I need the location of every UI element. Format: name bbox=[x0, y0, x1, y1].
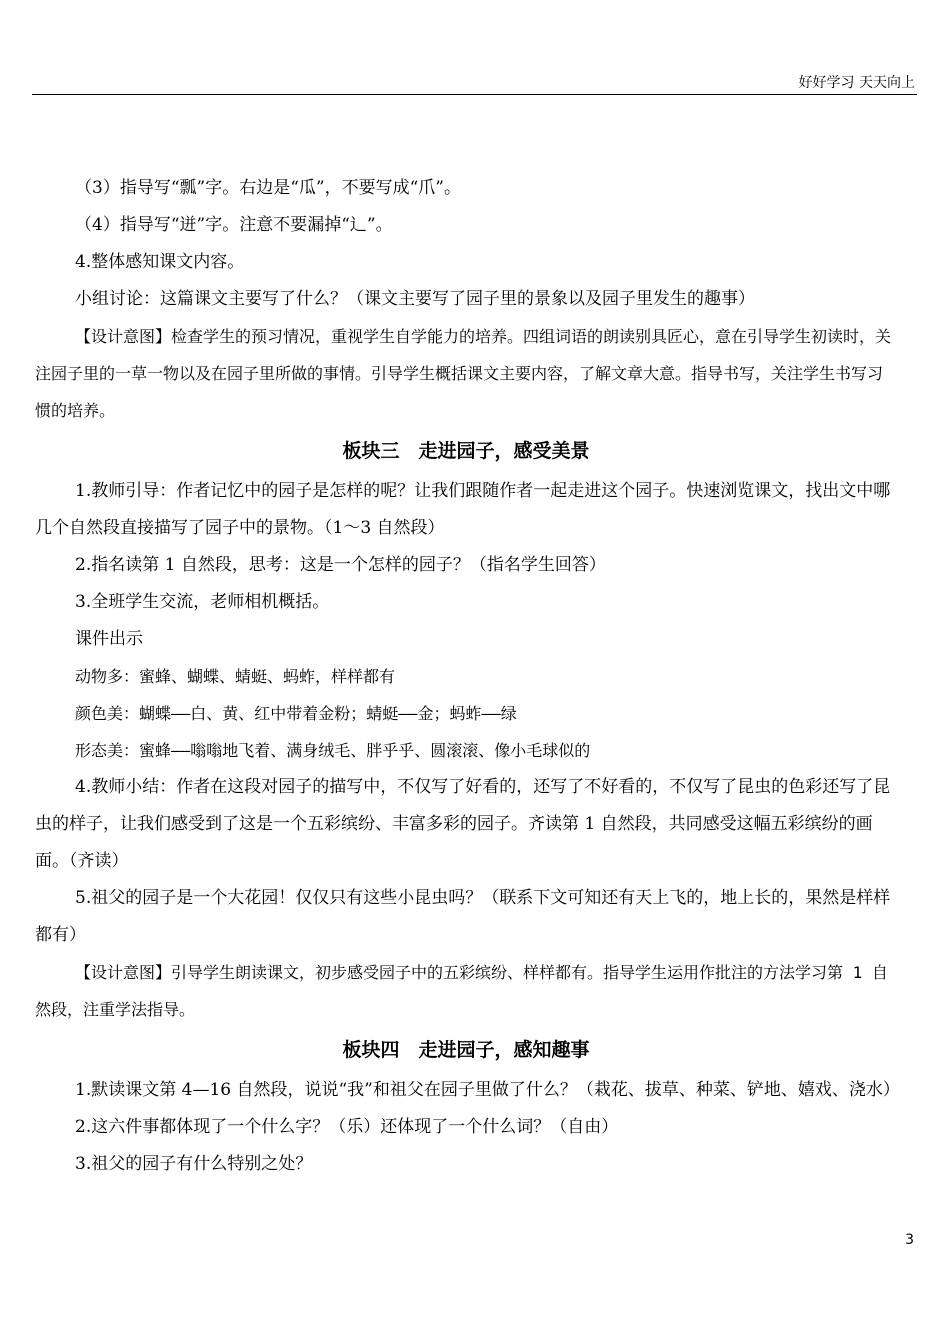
list-item: 3.祖父的园子有什么特别之处？ bbox=[75, 1154, 313, 1174]
design-intent-paragraph: 【设计意图】检查学生的预习情况，重视学生自学能力的培养。四组词语的朗读别具匠心，意在引导学生初读时，关注园子里的一草一物以及在园子里所做的事情。引导学生概括课文主要内容，了解文章大意。指导书写，关注学生书写习惯的培养。 bbox=[35, 327, 892, 420]
page-number: 3 bbox=[905, 1232, 914, 1248]
paragraph: （3）指导写“瓢”字。右边是“瓜”，不要写成“爪”。 bbox=[75, 178, 461, 198]
list-item: 4.教师小结：作者在这段对园子的描写中，不仅写了好看的，还写了不好看的，不仅写了昆虫的色彩还写了昆虫的样子，让我们感受到了这是一个五彩缤纷、丰富多彩的园子。齐读第 1 自然段，共同感受这幅五彩缤纷的画面。（齐读） bbox=[35, 777, 891, 871]
list-item: 2.这六件事都体现了一个什么字？（乐）还体现了一个什么词？（自由） bbox=[75, 1117, 619, 1137]
courseware-line: 动物多：蜜蜂、蝴蝶、蜻蜓、蚂蚱，样样都有 bbox=[75, 667, 396, 686]
list-item: 5.祖父的园子是一个大花园！仅仅只有这些小昆虫吗？（联系下文可知还有天上飞的，地上长的，果然是样样都有） bbox=[35, 888, 891, 945]
courseware-line: 颜色美：蝴蝶——白、黄、红中带着金粉；蜻蜓——金；蚂蚱——绿 bbox=[75, 704, 517, 723]
page-header-text: 好好学习 天天向上 bbox=[798, 75, 915, 91]
header-divider bbox=[32, 94, 917, 95]
paragraph: （4）指导写“迸”字。注意不要漏掉“辶”。 bbox=[75, 215, 393, 235]
paragraph: 4.整体感知课文内容。 bbox=[75, 252, 245, 272]
list-item: 1.默读课文第 4—16 自然段，说说“我”和祖父在园子里做了什么？（栽花、拔草、种菜、铲地、嬉戏、浇水） bbox=[75, 1080, 900, 1100]
section-heading: 板块四 走进园子，感知趣事 bbox=[342, 1039, 590, 1061]
courseware-line: 形态美：蜜蜂——嗡嗡地飞着、满身绒毛、胖乎乎、圆滚滚、像小毛球似的 bbox=[75, 741, 591, 760]
document-body bbox=[35, 170, 900, 1183]
paragraph: 小组讨论：这篇课文主要写了什么？（课文主要写了园子里的景象以及园子里发生的趣事） bbox=[75, 289, 755, 309]
courseware-label: 课件出示 bbox=[75, 629, 143, 649]
section-heading: 板块三 走进园子，感受美景 bbox=[342, 440, 590, 462]
list-item: 3.全班学生交流，老师相机概括。 bbox=[75, 592, 330, 612]
design-intent-paragraph: 【设计意图】引导学生朗读课文，初步感受园子中的五彩缤纷、样样都有。指导学生运用作批注的方法学习第 1 自然段，注重学法指导。 bbox=[35, 963, 888, 1019]
list-item: 2.指名读第 1 自然段，思考：这是一个怎样的园子？（指名学生回答） bbox=[75, 555, 606, 575]
list-item: 1.教师引导：作者记忆中的园子是怎样的呢？让我们跟随作者一起走进这个园子。快速浏览课文，找出文中哪几个自然段直接描写了园子中的景物。（1～3 自然段） bbox=[35, 481, 891, 538]
